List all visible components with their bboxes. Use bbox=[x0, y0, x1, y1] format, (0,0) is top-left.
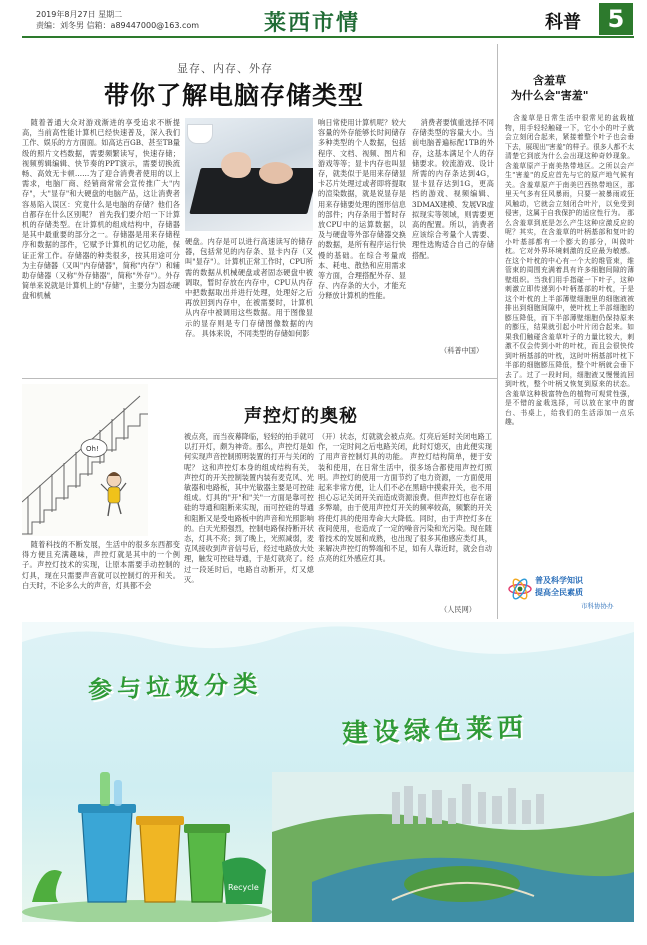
slogan-line-2: 提高全民素质 bbox=[535, 588, 583, 597]
article-divider bbox=[22, 378, 497, 379]
stairs-drawing bbox=[22, 384, 148, 536]
article1-title: 带你了解电脑存储类型 bbox=[104, 81, 365, 110]
article1-credit: （科普中国） bbox=[440, 346, 484, 355]
city-aerial-photo bbox=[272, 772, 634, 922]
article2-column-3: （开）状态，灯就就会被点亮。灯亮后延时关闭电路工作，一定时间之后电路关闭，此时灯熄灭，由此便实现了用声音控制灯具的功能。 声控灯结构简单，便于安装和使用，在日常生活中，很多场合都使用声控灯照明。声控灯的使用一方面节约了电力资源，一方面使用起来非常方便，让人们不必在黑暗中摸索开关，也不用担心忘记关闭开关而造成资源浪费。但声控灯也存在诸多弊端，由于使用声控灯开关的频率较高，频繁的开关将使灯具的使用寿命大大降低。同时，由于声控灯多在夜间使用，也造成了一定的噪音污染和光污染。现在随着技术的发展和成熟，也出现了很多其他感应类灯具，来解决声控灯的弊端和不足，如有人靠近时，就会自动点亮的红外感应灯具。 bbox=[318, 432, 492, 564]
keyboard-photo bbox=[185, 118, 313, 231]
article2-title: 声控灯的奥秘 bbox=[244, 406, 358, 427]
issue-date: 2019年8月27日 星期二 bbox=[36, 10, 123, 19]
page-header bbox=[0, 0, 647, 38]
article1-column-4: 消费者要慎重选择不同存储类型的容量大小。当前电脑普遍标配1TB的外存，这基本满足个人的存储要求。较流游戏、设计所需的内存条达到4G，显卡显存达到1G，更高档的游戏、视频编辑、3DMAX建模、发展VR虚拟现实等领域，则需要更高的配置。所以，消费者应该综合考量个人需要、理性选购适合自己的存储搭配。 bbox=[412, 118, 494, 260]
section-name: 科普 bbox=[545, 12, 581, 33]
coffee-cup-icon bbox=[187, 124, 213, 144]
science-slogan bbox=[505, 572, 634, 614]
article2-credit: （人民网） bbox=[440, 605, 476, 614]
article2-column-1: 随着科技的不断发展，生活中的很多东西都变得方便且充满趣味，声控灯就是其中的一个例子。声控灯技术的实现，让原本需要手动控制的灯具，现在只需要声音就可以控制灯的开和关。白天时，不论多么大的声音，灯具都不会 bbox=[22, 540, 180, 590]
bottle-icon bbox=[100, 772, 122, 806]
recycle-bin-icon bbox=[78, 804, 136, 902]
side-article-subtitle: 为什么会"害羞" bbox=[511, 89, 589, 102]
hand-shape bbox=[221, 152, 251, 178]
article2-column-2: 被点亮，而当夜幕降临，轻轻的拍手就可以打开灯，颇为神奇。那么，声控灯是如何实现声音控制照明装置的打开与关闭的呢？ 这和声控灯本身的组成结构有关，声控灯的开关控制装置内装有麦克风、光敏器和电路板，其中光敏器主要是可控硅组成。灯具的"开"和"关"一方面是靠可控硅的导通和阻断来实现，而可控硅的导通和阻断又是受电路板中的声音和光照影响的。白天光照强烈，控制电路保持断开状态，灯具不亮；到了晚上，光照减弱，麦克风接收到声音信号后，经过电路放大处理，触发可控硅导通，于是灯就亮了。经过一段延时后，电路自动断开，灯又熄灭。 bbox=[184, 432, 314, 584]
column-divider bbox=[497, 44, 498, 619]
leaf-decor bbox=[32, 870, 62, 902]
banner-slogan-2: 建设绿色莱西 bbox=[341, 712, 529, 750]
article1-column-3: 响日常使用计算机呢？较大容量的外存能够长时间储存多种类型的个人数据，包括程序、文档、视频、图片和游戏等等；显卡内存也叫显存，就类似于是用来存储显卡芯片处理过或者即将提取的渲染数据，就是说显存是用来存储要处理的图形信息的部件；内存条用于暂时存放CPU中的运算数据，以及与硬盘等外部存储器交换的数据，是所有程序运行快慢的基础。在综合考量成本、耗电、散热和应用需求等方面，合理搭配外存、显存、内存条的大小，才能充分释放计算机的性能。 bbox=[318, 118, 406, 301]
speech-bubble-text: Oh! bbox=[86, 445, 99, 453]
recycle-bins-illustration bbox=[22, 752, 272, 922]
newspaper-logo: 莱西市情 bbox=[264, 10, 361, 36]
editor-info: 责编：刘冬男 信箱：a89447000@163.com bbox=[36, 21, 200, 30]
banner-slogan-1: 参与垃圾分类 bbox=[87, 669, 263, 705]
header-divider bbox=[22, 36, 634, 38]
article1-column-1: 随着普通大众对游戏渐进的享受追求不断提高，当前高性能计算机已经快速普及，深入我们工作、娱乐的方方面面。如高达百GB、甚至TB量级的照片文档数据，需要频繁读写，快速存储；视频剪辑编辑、快节奏的PPT演示，需要切换流畅、高效无卡顿……为了迎合消费者使用的以上需求，电脑厂商、经销商常常会宣传推广大"内存"，大"显存"和大硬盘的电脑产品，这让消费者容易陷入误区：究竟什么是电脑的存储？他们各自都存在什么区别呢？ 首先我们要介绍一下计算机的存储类型。在计算机的组成结构中，存储器是其中最重要的部分之一。存储器是用来存储程序和数据的部件，它赋予计算机的记忆功能，保证正常工作。存储器的种类很多，按其用途可分为主存储器（又叫"内存储器"，简称"内存"）和辅助存储器（又称"外存储器"，简称"外存"）。外存简单来说就是计算机上的"存储"，主要分为固态硬盘和机械 bbox=[22, 118, 180, 301]
stairs-illustration bbox=[22, 384, 148, 536]
recycle-bin-icon bbox=[136, 816, 184, 902]
side-article-body: 含羞草是日常生活中很常见的盆栽植物，用手轻轻触碰一下，它小小的叶子就会立刻闭合起来，紧接着整个叶子也会垂下去，展现出"害羞"的样子。很多人都不太清楚它到底为什么会出现这种奇妙现象。 含羞草原产于南美热带地区。之所以会产生"害羞"的反应首先与它的原产地气候有关。含羞草原产于南美巴西热带地区，那里天气多有狂风暴雨，只要一被暴雨或狂风触动，它就会立刻闭合叶片，以免受到侵害，这属于自我保护的适应性行为。 那么含羞草到底是怎么产生这种应激反应的呢？其实，在含羞草的叶柄基部和复叶的小叶基部都有一个膨大的部分，叫做叶枕。它对外界环境刺激的反应最为敏感。在这个叶枕的中心有一个大的维管束，维管束的周围充满着具有许多细胞间隙的薄壁组织。当我们用手指碰一下叶子，这种刺激立即传递到小叶柄基部的叶枕，于是这个叶枕的上半部薄壁细胞里的细胞液被排出到细胞间隙中，使叶枕上半部细胞的膨压降低，而下半部薄壁细胞仍保持原来的膨压，结果就引起小叶片闭合起来。如果我们触碰含羞草叶子的力量比较大，刺激不仅会传到小叶的叶枕，而且会很快传到叶柄基部的叶枕，这时叶柄基部叶枕下半部的细胞膨压降低，整个叶柄就会垂下去了。过了一段时间，细胞液又慢慢流回到叶枕，整个叶柄又恢复到原来的状态。 含羞草这种极富特色的植物可观赏性强，是不错的盆栽选择，可以放在家中的窗台、书桌上，给我们的生活添加一点乐趣。 bbox=[505, 114, 634, 426]
article1-column-2: 硬盘。内存是可以进行高速读写的储存器，包括常见的内存条、显卡内存（又叫"显存"）。计算机正常工作时，CPU所需的数据从机械硬盘或者固态硬盘中被调取，暂时存放在内存中，CPU从内存中把数据取出并进行处理，处理好之后再放回到内存中，在被需要时，计算机从内存中被调用这些数据。用于图像显示的显存则是专门存储图像数据的内存。 具体来说，不同类型的存储如何影 bbox=[185, 237, 313, 338]
keyboard-shape bbox=[189, 168, 313, 214]
hand-shape bbox=[259, 162, 293, 184]
side-article-title: 含羞草 bbox=[533, 74, 566, 87]
article1-subtitle: 显存、内存、外存 bbox=[177, 62, 273, 75]
recycle-bag-icon bbox=[222, 858, 266, 905]
page-number-badge: 5 bbox=[599, 3, 633, 35]
slogan-sponsor: 市科协协办 bbox=[581, 602, 614, 610]
recycle-bag-label: Recycle bbox=[228, 883, 259, 892]
slogan-line-1: 普及科学知识 bbox=[535, 576, 583, 585]
garbage-sorting-banner bbox=[22, 622, 634, 922]
atom-icon bbox=[507, 576, 533, 602]
